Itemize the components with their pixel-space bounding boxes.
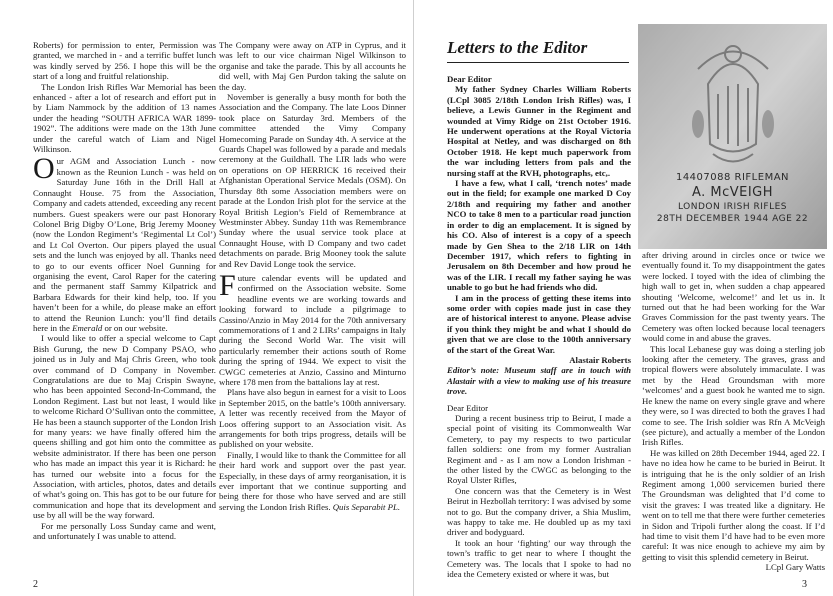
page-number: 3 [802, 579, 807, 590]
paragraph: Roberts) for permission to enter, Permission was granted, we marched in - and a terrific buffet lunch was kindly served by 256. I hope this will be the start of a long and fruitful relationship. [33, 40, 216, 82]
headstone-line: 14407088 RIFLEMAN [675, 172, 790, 183]
paragraph: During a recent business trip to Beirut, I made a special point of visiting its Commonwealth War Cemetery, to pay my respects to two particular fallen soldiers: one from my former Australian Regiment and - as I am now a London Irishman - the other listed by the CWGC as belonging to the Royal Ulster Rifles, [447, 413, 631, 486]
headstone-photo [638, 24, 827, 249]
title-rule [447, 62, 629, 63]
paragraph: Plans have also begun in earnest for a visit to Loos in September 2015, on the battle’s 100th anniversary. A letter was recently received from the Mayor of Loos offering support to an Association visit. As arrangements for both trips progress, details will be published on your website. [219, 387, 406, 450]
editor-note: Editor’s note: Museum staff are in touch with Alastair with a view to making use of his treasure trove. [447, 365, 631, 397]
signature: Alastair Roberts [569, 354, 631, 365]
paragraph: The London Irish Rifles War Memorial has been enhanced - after a lot of research and effort put in by Liam Nammock by the addition of 13 names under the heading “SOUTH AFRICA WAR 1899-1902”. The additions were made on the 13th June under the careful watch of Liam and Nigel Wilkinson. [33, 81, 216, 155]
right-page [416, 0, 833, 596]
paragraph: Finally, I would like to thank the Committee for all their hard work and support over the past year. Especially, in these days of army reorganisation, it is ever important that we continue supporting and being there for those who have served and are still serving the London Irish Rifles. Quis Separabit PL. [219, 449, 406, 512]
paragraph: I have a few, what I call, ‘trench notes’ made out in the field; for example one marked D Coy 2/18th and requiring my father and another NCO to take 8 men to a particular road junction in order to dig an emplacement. It is signed by his CO. Also of interest is a copy of a speech made by Gen Shea to the 2/18 LIR on 14th December 1917, which refers to fighting in Jerusalem on 8th December and how proud he was of the LIR. I recall my father saying he was unable to go but he had friends who did. [447, 178, 631, 293]
section-title: Letters to the Editor [447, 38, 588, 57]
paragraph: November is generally a busy month for both the Association and the Company. The late Loos Dinner took place on Saturday 3rd. Members of the committee attended the Vimy Company Homecoming Parade on Sunday 4th. A service at the Guards Chapel was followed by a parade and medals ceremony at the Guildhall. The LIR lads who were on operations on OP HERRICK 16 received their Afghanistan Operational Service Medals (OSM). On Thursday 8th some Association members were on parade at the London Irish plot for the service at the Royal British Legion’s Field of Remembrance at Westminster Abbey. Sunday 11th was Remembrance Sunday where the usual service took place at Connaught House, with D Company and two cadet detachments on parade. Brig Mooney took the salute and Rev David Longe took the service. [219, 92, 406, 269]
right-column-1 [447, 74, 631, 580]
left-column-2 [219, 40, 406, 512]
paragraph: For me personally Loss Sunday came and went, and unfortunately I was unable to attend. [33, 520, 216, 542]
paragraph: My father Sydney Charles William Roberts (LCpl 3085 2/18th London Irish Rifles) was, I believe, a Lewis Gunner in the Regiment and wounded at Vimy Ridge on 21st October 1916. He underwent operations at the Royal Victoria Hospital at Netley, and was discharged on 8th October 1918. He kept much paperwork from the war including letters from pals and the nursing staff at the RVH, photographs, etc,. [447, 84, 631, 178]
drop-cap: F [219, 268, 236, 302]
paragraph: I would like to offer a special welcome to Capt Bish Gurung, the new D Company PSAO, who joined us in July and Maj Chris Green, who took over command of D Company in November. Congratulations are due to Maj Crispin Swayne, who has been appointed Second-In-Command, the London Regiment. Last but not least, I would like to welcome Richard O’Sullivan onto the committee, He has been a staunch supporter of the London Irish for many years: we have finally offered him the queens shilling and got him onto the committee as website administrator. If there has been one person who has made an impact this year it is Richard: he has turned our website into a focus for the Association, with articles, photos, dates and details of what’s going on. This has got to be our future for communication and hope that its development and use by all will be the way forward. [33, 333, 216, 521]
headstone-line: A. McVEIGH [691, 185, 774, 200]
salutation: Dear Editor [447, 402, 489, 413]
left-page [0, 0, 414, 596]
paragraph: I am in the process of getting these items into some order with copies made just in case they are of historical interest to anyone. Please advise if you think they might be and what I should do given that we are close to the 100th anniversary of the start of the Great War. [447, 292, 631, 355]
paragraph: He was killed on 28th December 1944, aged 22. I have no idea how he came to be buried in Beirut. It is intriguing that he is the only soldier of an Irish Regiment among 1,000 servicemen buried there The Groundsman was delighted that I’d come to visit the graves: I was treated like a dignitary. He went on to tell me that there were further cemeteries in Sidon and Tripoli further along the coast. If I’d had time to visit them I’d have had to be even more careful: It was nice enough to achieve my aim by getting to visit this splendid cemetery in Beirut. [642, 447, 825, 562]
paragraph: It took an hour ‘fighting’ our way through the town’s traffic to get near to where I thought the Cemetery was. The locals that I spoke to had no idea the Cemetery existed or where it was, but [447, 537, 631, 580]
headstone-line: LONDON IRISH RIFLES [677, 202, 788, 212]
headstone-line: 28TH DECEMBER 1944 AGE 22 [656, 214, 809, 224]
paragraph: after driving around in circles once or twice we eventually found it. To my disappointment the gates were locked. I toyed with the idea of climbing the high wall to get in, when sudden a chap appeared shouting ‘Welcome, welcome!’ and let us in. It turned out that he had been working for the War Graves Commission for the past twenty years. The Cemetery was often locked because local teenagers would come in and abuse the graves. [642, 250, 825, 344]
paragraph: One concern was that the Cemetery is in West Beirut in Hezbollah territory: I was advised by some not to go. But the company driver, a Shia Muslim, was happy to take me. He doubled up as my taxi driver and bodyguard. [447, 485, 631, 538]
signature: LCpl Gary Watts [765, 562, 825, 573]
left-column-1 [33, 40, 216, 542]
right-column-2 [642, 250, 825, 573]
paragraph: Our AGM and Association Lunch - now known as the Reunion Lunch - was held on Saturday June 16th in the Drill Hall at Connaught House. 75 from the Association, Company and cadets attended, exceeding any recent numbers. Guest speakers were our past Honorary Colonel Brig Digby O’Lone, Brig Jeremy Mooney (now the London Regiment’s ‘Regimental Lt Col’) and Lt Col Overton. Our pipers played the usual sets and the lunch was enjoyed by all. Thanks need to go to our events officer Noel Gunning for organising the event, Carol Raper for the catering and the permanent staff Sammy Kilpatrick and Barbara Edwards for their kind help, too. If you haven’t been for a while, do please make an effort to attend the Reunion Lunch: you’ll find details here in the Emerald or on our website. [33, 152, 216, 333]
drop-cap: O [33, 152, 55, 186]
salutation: Dear Editor [447, 74, 492, 84]
page-number: 2 [33, 579, 38, 590]
paragraph: This local Lebanese guy was doing a sterling job looking after the cemetery. The graves, grass and tropical flowers were absolutely immaculate. I was met by the Head Groundsman with more ‘welcomes’ and a guest book he wanted me to sign. He knew the name on every single grave and where they were, so I was directed to both the graves I had come to see. The Irish soldier was Rfn A McVeigh (see picture), and actually a member of the London Irish Rifles. [642, 343, 825, 448]
paragraph: Future calendar events will be updated and confirmed on the Association website. Some headline events we are working towards and looking forward to include a pilgrimage to Cassino/Anzio in May 2014 for the 70th anniversary commemorations of 1 and 2 LIRs’ campaigns in Italy during the Second World War. The visit will particularly remember their actions south of Rome during the spring of 1944. We expect to visit the CWGC cemeteries at Anzio, Cassino and Minturno where 178 men from the battalions lay at rest. [219, 268, 406, 387]
paragraph: The Company were away on ATP in Cyprus, and it was left to our vice chairman Nigel Wilkinson to organise and take the parade. This by all accounts he did well, with Maj Gen Purdon taking the salute on the day. [219, 40, 406, 92]
